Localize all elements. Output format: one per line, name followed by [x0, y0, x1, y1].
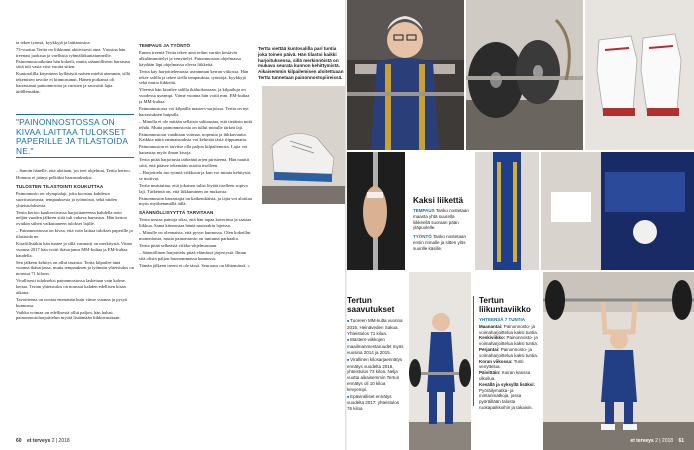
paragraph: ta tekee työnsä, kyykkyjä ja lattianostoa. — [16, 40, 91, 45]
kaksi-liiketta-box — [413, 196, 469, 252]
list-item: ■ Virallinen kilosarjaennätys ennätys vuodelta 2016, yhteistulos 73 kiloa. Nelja vuotta aikaisemmin Tertun ennätys oli 10 kiloa kevyempi. — [347, 357, 405, 393]
saavutukset-box — [347, 296, 405, 413]
paragraph: Painonnoston ei tarvitse olla paljon kilpailemista. Lajia voi harrastaa myös ilman kisoja. — [139, 144, 248, 156]
day-label: Päivittäin: — [479, 370, 501, 376]
subheading-tulokset: TULOSTEN TILASTOINTI KOUKUTTAA — [16, 183, 104, 189]
paragraph: Kisafiilistäkin hän tuntee ja sillä varmasti on merkitystä. Viime vuonna 2017 hän voitti ikäsarjansa MM-kultaa ja EM-kultaa kaudella. — [16, 241, 133, 258]
blue-outfit-photo — [475, 152, 539, 270]
day-item — [479, 370, 541, 382]
paragraph: – Sanoin hänelle, että alottaan, jos teet ohjelmat, Tertta kertoo. — [16, 168, 131, 173]
pull-quote-top-rule — [16, 114, 134, 115]
subheading-tempaus: TEMPAUS JA TYÖNTÖ — [139, 43, 191, 48]
column-1-top — [16, 40, 134, 112]
saavutukset-title: Tertun saavutukset — [347, 296, 395, 314]
left-page — [0, 0, 346, 450]
lifter-illustration — [409, 272, 471, 450]
column-1-bottom — [16, 168, 134, 436]
lifting-shoe-photo — [262, 86, 346, 204]
hand-grip-photo — [347, 152, 405, 270]
day-item — [479, 347, 541, 359]
day-text: Painonnosto- ja voimaharjoittelua kaksi tuntia. — [479, 335, 539, 347]
day-text: Pyöräilymatka- ja mintanmatkoja, jossa pyöräillään talosta ruokapaikkoihin ja takaisin. — [479, 387, 533, 410]
kaksi-liiketta-title: Kaksi liikettä — [413, 196, 464, 205]
day-label: Kesällä ja syksyllä lisäksi: — [479, 381, 536, 387]
paragraph: Painonnostoon vaaditaan voimaa, nopeutta ja liikkuvuutta. Kaikkia näitä ominaisuuksia voi kehittää iästä riippumatta. — [139, 131, 248, 143]
portrait-illustration — [347, 0, 464, 150]
paragraph: Tertta nostaa painoja siksi, että hän tapaa kaverinsa ja saattaa liikkua. Sama kiinnostaa häntä muissakin lajeissa. — [139, 217, 252, 229]
divider — [473, 296, 474, 406]
paragraph: – Sääntöllinen harjoittelu pitää elämässä järjestystä. Ilman sitä olisin paljon huonommassa kunnossa. — [139, 249, 247, 261]
move-text: Tanko nostetaan ensin rinnalle ja sitten ylös suorille käsille. — [413, 234, 466, 251]
portrait-photo — [347, 0, 464, 150]
shoe-illustration — [262, 86, 346, 204]
move-label: TEMPAUS — [413, 208, 435, 213]
subheading-saannollisyys: SÄÄNNÖLLISYYTTÄ TARVITAAN — [139, 210, 214, 216]
paragraph: Painonnosto on olympialaji, joka koostuu kahdesta suoritustavasta, tempauksesta ja työnnöstä, sekä niiden yhteistuloksesta. — [16, 191, 117, 208]
paragraph: Kuntosalilla käyminen kyllästytti naisen mieltä aiemmin, sillä tekemisen tavoite ei kiinnostanut. Hänen poikansa oli harrastanut painonnostoa ja vuosien ja sauvoitti lajia äidillensäkin. — [16, 71, 130, 94]
paragraph: – Painonnostossa on kivaa, että voin laittaa tulokset paperille ja tilastoida ne. — [16, 228, 133, 240]
day-label: Maanantai: — [479, 323, 503, 329]
day-item — [479, 382, 541, 411]
photo-caption: Tertta viettää kuntosalilla pari tuntia joka toinen päivä. Hän tilastoi kaikki harjoituksensa, sillä merkinnöistä on mukava seurata kunnon kehittymistä. Aikaisemmin kilpailemisen aloitettuaan Tertta tunnetaan painonnostopiireissä. — [258, 46, 344, 80]
column-2 — [139, 40, 253, 436]
liikuntaviikko-title: Tertun liikuntaviikko — [479, 296, 531, 314]
saavutukset-list — [347, 318, 405, 412]
day-text: Koiran kanssa ulkoilua. — [479, 370, 531, 381]
paragraph: – Minulle on olennaista, että pysyn kunnossa. Olen kokeillut monenlaista, mutta painonnosto on tuntunut parhaalta. — [139, 230, 251, 241]
total-hours-label: YHTEENSÄ 7 TUNTIA — [479, 317, 526, 322]
day-text: Painonnosto- ja voimaharjoittelua kaksi tuntia. — [479, 346, 539, 358]
day-label: Keskiviikko: — [479, 335, 506, 341]
pull-quote-bottom-rule — [16, 157, 134, 158]
paragraph: Tavoitteena on nostaa enemmän kuin viime vuonna ja pysyä kunnossa. — [16, 296, 127, 308]
right-footer — [630, 438, 688, 444]
day-text: Tunti venyttelua. — [479, 358, 524, 370]
paragraph: – Harjoittelu tuo rytmiä viikkoon ja kun voi mitata kehitystä, se motivoi. — [139, 169, 252, 181]
paragraph: Ennen treeniä Tertta tekee aina reilun varttin kestävät alkulämmittelyt ja venyttelyt. Painonnoston ohjelmassa käydään läpi ohjelmassa olevia liikkeitä. — [139, 50, 241, 67]
day-text: Painonnosto- ja voimaharjoittelua kaksi tuntia. — [479, 323, 539, 335]
grip-illustration — [347, 152, 405, 270]
day-item — [479, 359, 541, 371]
full-lift-illustration — [543, 272, 694, 450]
plates-illustration — [466, 0, 583, 150]
weight-plates-photo — [466, 0, 583, 150]
equipment-photo — [541, 152, 694, 270]
move-item — [413, 234, 469, 251]
paragraph: Tertta pitää selkeästä viikko-ohjelmastaan. — [139, 242, 218, 248]
magazine-name: et terveys — [630, 438, 654, 444]
page-number: 61 — [678, 438, 684, 444]
right-page — [347, 0, 694, 450]
issue-number: 2 | 2018 — [655, 438, 674, 444]
list-item: ■ Epäviralliset ennätys vuodelta 2017: yhteistulos 76 kiloa — [347, 394, 405, 412]
paragraph: Tertta muistuttaa, että jokaisen tulisi löytää itselleen sopiva laji. Tärkeintä on, että liikkuminen on mukavaa. — [139, 182, 248, 194]
day-label: Perjantai: — [479, 346, 500, 352]
equipment-illustration — [541, 152, 694, 270]
paragraph: Tämän jälkeen treeni ei ole tässä. Seuraava on lähtemässä. » — [139, 262, 250, 268]
issue-number: 2 | 2018 — [51, 438, 70, 444]
paragraph: Tertta kertoo kaukoviivassa harjoittaneensa kahdella noin neljän vuoden jälkeen siitä tuli vakava harrastus. Hän kertoo ovatkin siihen vaikuttaneen tulokset lajille. — [16, 209, 128, 227]
lifter-photo — [409, 272, 471, 450]
full-lift-photo — [543, 272, 694, 450]
paragraph: Sen jälkeen kehitys on ollut tasaista. Tertta kilpailee tänä vuonna ikäsarjassa, mutta tempauksen ja työnnön yhteistulos on noussut 71 kiloon. — [16, 259, 134, 277]
paragraph: Painonnoston harrastajia on kaikenikäisiä, ja lajia voi aloittaa myös myöhemmällä iällä. — [139, 195, 252, 207]
shoes-illustration — [585, 0, 694, 150]
day-label: Koran viikossa: — [479, 358, 513, 364]
liikuntaviikko-box — [479, 296, 541, 411]
paragraph: Vaikka voimaa on edellisestä ollut paljon, hän halusi painonnostoharjoittelun myötä lisäämään liikkuvuuttaan. — [16, 309, 121, 321]
day-item — [479, 324, 541, 336]
magazine-name: et terveys — [26, 438, 51, 444]
move-text: Tanko nostetaan maasta yhtä suurella liikkeellä suoraan pään yläpuolelle. — [413, 208, 469, 231]
list-item: ■ Tuoreen MM-kulta vuonna 2016, Heinäveden Sakua. Yhteistulos 71 kiloa. — [347, 318, 405, 336]
paragraph: Yleensä hän kisailee salilla ikäluokassaan, ja kilpailuja on vuodessa useampi. Viime vuonna hän voitti mm. EM-kultaa ja MM-kultaa. — [139, 87, 250, 105]
paragraph: Painonnostossa voi kilpailla masters-sarjoissa. Tertta on nyt harrastuksen huipulla. — [139, 106, 249, 117]
pull-quote: "PAINONNOSTOSSA ON KIVAA LAITTAA TULOKSET PAPERILLE JA TILASTOIDA NE." — [16, 117, 128, 156]
list-item: ■ Masters-viikkojen maailmanmestaruudet myös vuosina 2014 ja 2015. — [347, 337, 405, 355]
left-footer — [16, 438, 70, 444]
move-label: TYÖNTÖ — [413, 234, 432, 240]
paragraph: Tertta käy harjoittelemassa useamman kerran viikossa. Hän tekee salilla ja tekee siellä tempauksia, työntöjä, kyykkyjä sekä muita liikkeitä. — [139, 68, 249, 86]
paragraph: Tertta pitää harjoitusta tärkeänä arjen piristeenä. Hän nauttii siitä, että pääsee tekemään asioita itselleen. — [139, 157, 250, 168]
day-item — [479, 335, 541, 347]
outfit-illustration — [475, 152, 539, 270]
paragraph: Virallisesti tulokseksi painonnostossa lasketaan vain kolme kertaa. Tertan yhteistulos on noussut kahden edellisen kisan aikana. — [16, 278, 126, 295]
move-item — [413, 208, 469, 231]
shoes-photo — [585, 0, 694, 150]
paragraph: 73-vuotias Tertta on liikkunut aktiivisesti aina. Vuosina hän treenasi juoksua ja vaellusta ryhmäliikuntatunneille. Painonnostoaikoina hän kokeili, mutta säännölliseen harrastus siitä tuli vasta viisi vuotta sitten. — [16, 46, 131, 70]
paragraph: – Minulla ei ole mitään sellaista salitaustaa, että tietäisin mitä tehdä. Mutta painonnostosta on tullut minulle tärkeä laji. — [139, 118, 253, 130]
page-number: 60 — [16, 438, 22, 444]
paragraph: Homma ei jäänyt pelkäksi harrastukseksi. — [16, 174, 93, 180]
